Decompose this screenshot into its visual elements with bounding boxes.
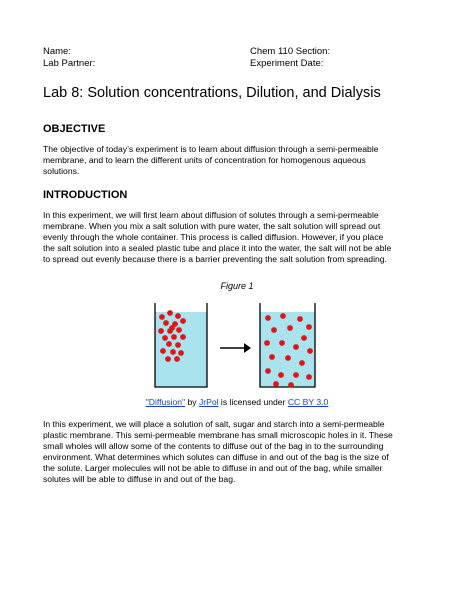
particle: [306, 324, 312, 330]
particle: [174, 356, 180, 362]
particle: [279, 340, 285, 346]
particle: [176, 327, 182, 333]
particle: [288, 382, 294, 388]
introduction-paragraph: [43, 210, 435, 265]
figure-caption: Figure 1: [220, 281, 254, 291]
arrow-right-icon: [220, 343, 251, 353]
beaker-before: [155, 303, 207, 387]
credit-license-text: is licensed under: [218, 397, 288, 407]
particle: [301, 335, 307, 341]
particle: [273, 381, 279, 387]
introduction-line: membrane. When you mix a salt solution with pure water, the salt solution will spread out: [43, 221, 381, 231]
experiment-line: In this experiment, we will place a solution of salt, sugar and starch into a semi-permeable: [43, 419, 385, 429]
experiment-date-label: Experiment Date:: [250, 58, 324, 69]
experiment-paragraph: [43, 419, 435, 485]
diffusion-link[interactable]: "Diffusion": [145, 397, 186, 407]
objective-paragraph: [43, 144, 435, 177]
name-label: Name:: [43, 46, 71, 57]
particle: [306, 374, 312, 380]
author-link[interactable]: JrPol: [198, 397, 219, 407]
particle: [163, 320, 169, 326]
experiment-line: small wholes will allow some of the contents to diffuse out of the bag in to the surrounding: [43, 441, 384, 451]
figure-credit: [0, 397, 474, 407]
particle: [299, 360, 305, 366]
objective-line: membrane, and to learn the different units of concentration for homogenous aqueous: [43, 155, 366, 165]
experiment-line: solutes will be able to diffuse in and out of the bag.: [43, 474, 236, 484]
particle: [265, 368, 271, 374]
document-title: Lab 8: Solution concentrations, Dilution, and Dialysis: [43, 85, 381, 101]
objective-heading: OBJECTIVE: [43, 123, 106, 135]
particle: [171, 334, 177, 340]
credit-by-text: by: [185, 397, 199, 407]
particle: [278, 372, 284, 378]
particle: [271, 327, 277, 333]
objective-line: The objective of today’s experiment is to learn about diffusion through a semi-permeable: [43, 144, 379, 154]
particle: [178, 350, 184, 356]
introduction-line: In this experiment, we will first learn about diffusion of solutes through a semi-permeable: [43, 210, 379, 220]
particle: [159, 314, 165, 320]
beaker-after: [260, 303, 315, 388]
particle: [264, 340, 270, 346]
particle: [175, 342, 181, 348]
particle: [158, 328, 164, 334]
experiment-line: environment. What determines which solutes can diffuse in and out of the bag is the size of: [43, 452, 389, 462]
particle: [280, 313, 286, 319]
introduction-line: to spread out evenly because there is a barrier preventing the salt solution from spreading.: [43, 254, 387, 264]
particle: [162, 335, 168, 341]
introduction-line: evenly through the whole container. This process is called diffusion. However, if you place: [43, 232, 384, 242]
particle: [165, 356, 171, 362]
experiment-line: the solute. Larger molecules will not be able to diffuse in and out of the bag, while smaller: [43, 463, 383, 473]
particle: [169, 325, 175, 331]
particle: [285, 355, 291, 361]
particle: [180, 318, 186, 324]
particle: [175, 313, 181, 319]
particle: [180, 334, 186, 340]
particle: [167, 310, 173, 316]
section-label: Chem 110 Section:: [250, 46, 331, 57]
introduction-line: the salt solution into a sealed plastic tube and place it into the water, the salt will not be able: [43, 243, 392, 253]
particle: [269, 354, 275, 360]
license-link[interactable]: CC BY 3.0: [287, 397, 329, 407]
experiment-line: plastic membrane. This semi-permeable membrane has small microscopic holes in it. These: [43, 430, 393, 440]
particle: [293, 344, 299, 350]
particle: [287, 325, 293, 331]
lab-partner-label: Lab Partner:: [43, 58, 96, 69]
particle: [160, 348, 166, 354]
diffusion-figure: [150, 293, 326, 393]
particle: [265, 315, 271, 321]
particle: [166, 341, 172, 347]
particle: [307, 348, 313, 354]
particle: [293, 372, 299, 378]
particle: [170, 349, 176, 355]
introduction-heading: INTRODUCTION: [43, 189, 128, 201]
particle: [297, 316, 303, 322]
objective-line: solutions.: [43, 166, 80, 176]
